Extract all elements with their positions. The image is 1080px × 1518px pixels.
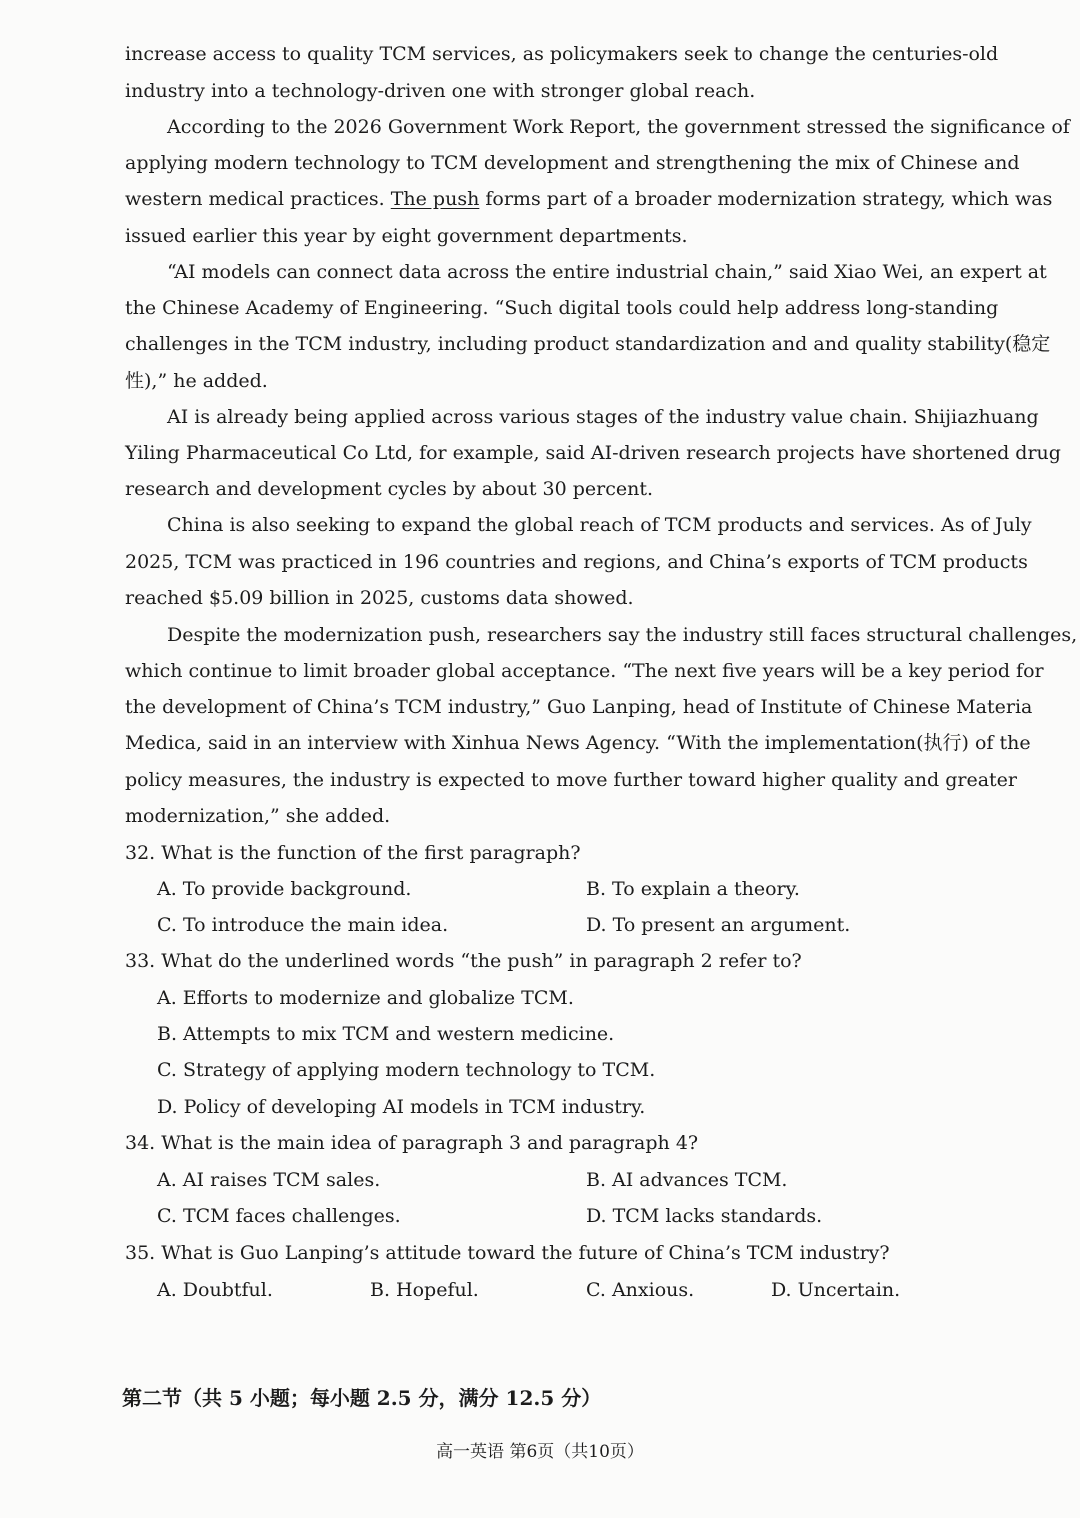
passage-text: western medical practices.	[125, 188, 391, 210]
q32-option-b: B. To explain a theory.	[586, 878, 800, 900]
passage-line: industry into a technology-driven one with stronger global reach.	[125, 80, 756, 102]
passage-line: modernization,” she added.	[125, 805, 391, 827]
passage-line: increase access to quality TCM services, as policymakers seek to change the centuries-old	[125, 43, 999, 65]
passage-line: applying modern technology to TCM development and strengthening the mix of Chinese and	[125, 152, 1020, 174]
passage-line: 性),” he added.	[125, 370, 268, 392]
q32-option-a: A. To provide background.	[157, 878, 412, 900]
q35-option-d: D. Uncertain.	[771, 1279, 901, 1301]
passage-text: forms part of a broader modernization strategy, which was	[479, 188, 1053, 210]
passage-line: Medica, said in an interview with Xinhua News Agency. “With the implementation(执行) of the	[125, 732, 1031, 754]
q34-option-d: D. TCM lacks standards.	[586, 1205, 823, 1227]
passage-line: 2025, TCM was practiced in 196 countries and regions, and China’s exports of TCM products	[125, 551, 1028, 573]
q32-option-c: C. To introduce the main idea.	[157, 914, 449, 936]
q33-option-b: B. Attempts to mix TCM and western medicine.	[157, 1023, 615, 1045]
question-32-stem: 32. What is the function of the first paragraph?	[125, 842, 581, 864]
question-35-stem: 35. What is Guo Lanping’s attitude toward the future of China’s TCM industry?	[125, 1242, 890, 1264]
passage-line: According to the 2026 Government Work Report, the government stressed the significance of	[167, 116, 1070, 138]
q33-option-c: C. Strategy of applying modern technology to TCM.	[157, 1059, 656, 1081]
passage-line: China is also seeking to expand the global reach of TCM products and services. As of July	[167, 514, 1032, 536]
passage-line: AI is already being applied across various stages of the industry value chain. Shijiazhuang	[167, 406, 1039, 428]
passage-line: the Chinese Academy of Engineering. “Such digital tools could help address long-standing	[125, 297, 999, 319]
q35-option-c: C. Anxious.	[586, 1279, 695, 1301]
passage-line: research and development cycles by about 30 percent.	[125, 478, 654, 500]
underlined-phrase: The push	[390, 188, 480, 210]
passage-line: issued earlier this year by eight government departments.	[125, 225, 688, 247]
question-33-stem: 33. What do the underlined words “the push” in paragraph 2 refer to?	[125, 950, 802, 972]
question-34-stem: 34. What is the main idea of paragraph 3 and paragraph 4?	[125, 1132, 699, 1154]
passage-line: reached $5.09 billion in 2025, customs data showed.	[125, 587, 634, 609]
passage-line: “AI models can connect data across the entire industrial chain,” said Xiao Wei, an expert at	[167, 261, 1047, 283]
passage-line: policy measures, the industry is expected to move further toward higher quality and greater	[125, 769, 1018, 791]
q35-option-a: A. Doubtful.	[157, 1279, 273, 1301]
passage-line: the development of China’s TCM industry,” Guo Lanping, head of Institute of Chinese Materia	[125, 696, 1033, 718]
section-heading: 第二节（共 5 小题；每小题 2.5 分，满分 12.5 分）	[122, 1386, 602, 1410]
q35-option-b: B. Hopeful.	[370, 1279, 479, 1301]
passage-line	[125, 187, 1053, 211]
q34-option-c: C. TCM faces challenges.	[157, 1205, 401, 1227]
q33-option-d: D. Policy of developing AI models in TCM industry.	[157, 1096, 646, 1118]
q34-option-a: A. AI raises TCM sales.	[157, 1169, 381, 1191]
page-footer: 高一英语 第6页（共10页）	[436, 1442, 644, 1462]
passage-line: Yiling Pharmaceutical Co Ltd, for example, said AI-driven research projects have shortened drug	[125, 442, 1061, 464]
passage-line: challenges in the TCM industry, including product standardization and and quality stability(稳定	[125, 333, 1051, 355]
passage-line: which continue to limit broader global acceptance. “The next five years will be a key period for	[125, 660, 1044, 682]
passage-line: Despite the modernization push, researchers say the industry still faces structural challenges,	[167, 624, 1078, 646]
q32-option-d: D. To present an argument.	[586, 914, 851, 936]
q34-option-b: B. AI advances TCM.	[586, 1169, 788, 1191]
q33-option-a: A. Efforts to modernize and globalize TCM.	[157, 987, 574, 1009]
